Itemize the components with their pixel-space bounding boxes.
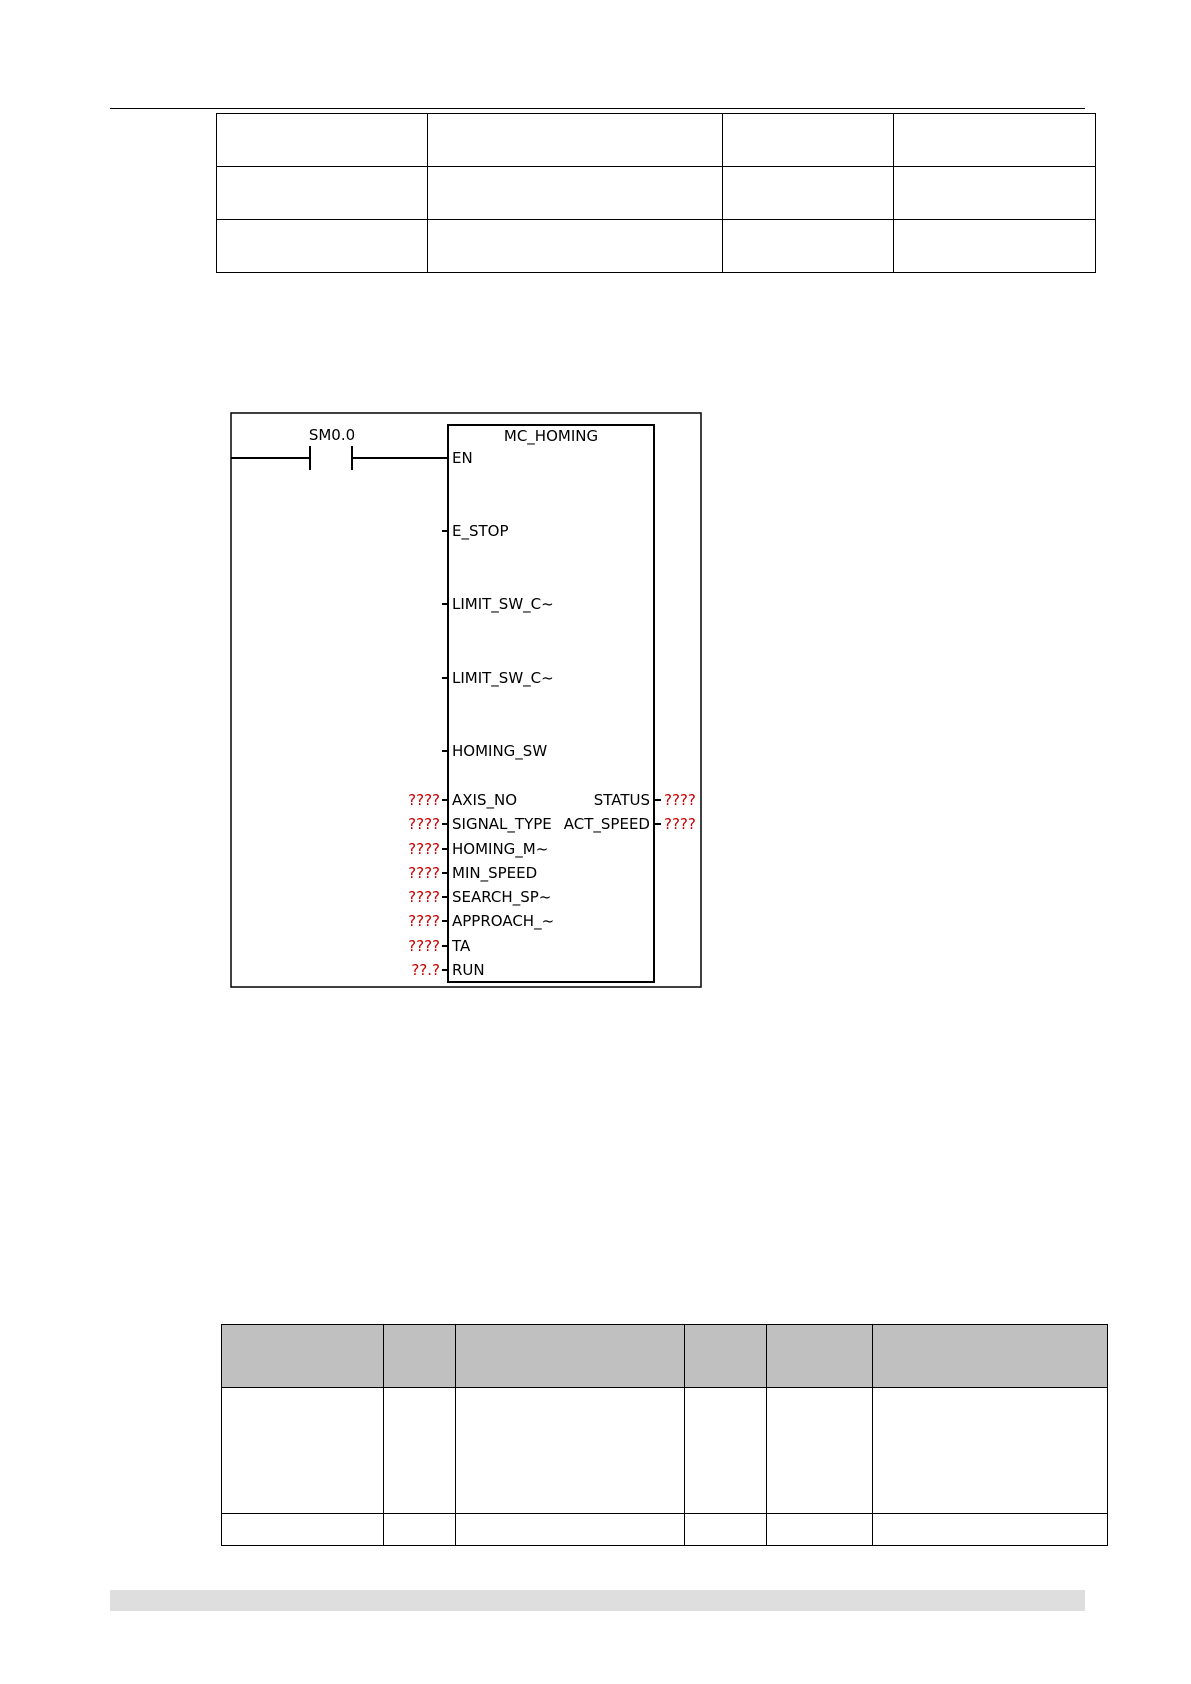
table-row	[222, 1388, 1108, 1514]
top-table	[216, 113, 1096, 273]
block-title: MC_HOMING	[503, 427, 599, 445]
output-operand: ????	[664, 815, 696, 833]
header-rule	[110, 108, 1085, 109]
input-pin-label: AXIS_NO	[452, 791, 518, 809]
table-row	[217, 114, 1096, 167]
input-pin-label: HOMING_M~	[452, 840, 549, 858]
input-pin-label: TA	[452, 937, 471, 955]
input-pin-label: HOMING_SW	[452, 742, 548, 760]
input-operand: ??.?	[411, 961, 440, 979]
table-row	[217, 220, 1096, 273]
output-pin-label: STATUS	[593, 791, 650, 809]
input-pin-label: RUN	[452, 961, 485, 979]
input-operand: ????	[408, 864, 440, 882]
contact-label: SM0.0	[308, 426, 356, 444]
input-operand: ????	[408, 791, 440, 809]
input-pin-label: SIGNAL_TYPE	[452, 815, 552, 833]
input-operand: ????	[408, 912, 440, 930]
table-header-row	[222, 1325, 1108, 1388]
table-row	[222, 1514, 1108, 1546]
footer-bar	[110, 1590, 1085, 1611]
input-pin-label: LIMIT_SW_C~	[452, 669, 554, 687]
input-pin-label: MIN_SPEED	[452, 864, 538, 882]
input-pin-label: E_STOP	[452, 522, 509, 540]
ladder-diagram	[230, 412, 702, 993]
input-operand: ????	[408, 937, 440, 955]
bottom-table	[221, 1324, 1108, 1546]
table-row	[217, 167, 1096, 220]
input-pin-label: EN	[452, 449, 473, 467]
output-pin-label: ACT_SPEED	[563, 815, 650, 833]
input-operand: ????	[408, 815, 440, 833]
input-pin-label: APPROACH_~	[452, 912, 555, 930]
output-operand: ????	[664, 791, 696, 809]
input-pin-label: SEARCH_SP~	[452, 888, 552, 906]
input-pin-label: LIMIT_SW_C~	[452, 595, 554, 613]
input-operand: ????	[408, 888, 440, 906]
input-operand: ????	[408, 840, 440, 858]
